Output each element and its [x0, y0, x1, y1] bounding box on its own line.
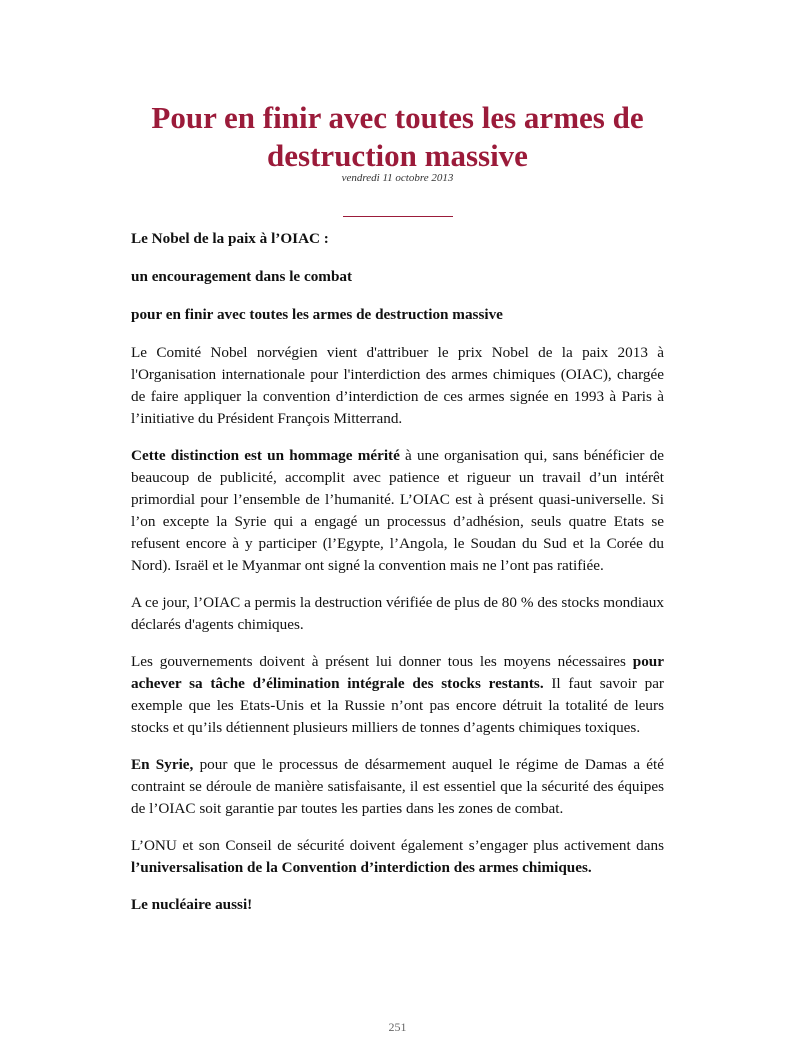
paragraph-distinction-text: à une organisation qui, sans bénéficier de beaucoup de publicité, accomplit avec patience et rigueur un travail d’un intérêt primordial pour l’ensemble de l’humanité. L’OIAC est à présent quasi-universelle. Si l’on excepte la Syrie qui a engagé un processus d’adhésion, seuls quatre Etats se refusent encore à y participer (l’Egypte, l’Angola, le Soudan du Sud et la Corée du Nord). Israël et le Myanmar ont signé la convention mais ne l’ont pas ratifiée.	[131, 447, 664, 574]
heading-line-3: pour en finir avec toutes les armes de destruction massive	[131, 306, 503, 323]
paragraph-governments-text: Il faut savoir par exemple que les Etats-Unis et la Russie n’ont pas encore détruit la totalité de leurs stocks et qu’ils détiennent plusieurs milliers de tonnes d’agents chimiques toxiques.	[131, 675, 664, 736]
publication-date: vendredi 11 octobre 2013	[341, 172, 454, 184]
paragraph-governments	[131, 651, 664, 739]
paragraph-syria	[131, 754, 664, 820]
paragraph-nobel-award: Le Comité Nobel norvégien vient d'attribuer le prix Nobel de la paix 2013 à l'Organisation internationale pour l'interdiction des armes chimiques (OIAC), chargée de faire appliquer la convention d’interdiction de ces armes signée en 1993 à Paris à l’initiative du Président François Mitterrand.	[131, 344, 664, 427]
title-divider	[343, 216, 453, 217]
page-title: Pour en finir avec toutes les armes de destruction massive	[151, 100, 644, 173]
paragraph-un-emphasis: l’universalisation de la Convention d’interdiction des armes chimiques.	[131, 859, 592, 876]
paragraph-syria-text: pour que le processus de désarmement auquel le régime de Damas a été contraint se déroule de manière satisfaisante, il est essentiel que la sécurité des équipes de l’OIAC soit garantie par toutes les parties dans les zones de combat.	[131, 756, 665, 817]
paragraph-un-intro: L’ONU et son Conseil de sécurité doivent également s’engager plus activement dans	[131, 837, 664, 854]
paragraph-governments-emphasis: pour achever sa tâche d’élimination intégrale des stocks restants.	[131, 653, 664, 692]
paragraph-syria-emphasis: En Syrie,	[131, 756, 194, 773]
paragraph-distinction-emphasis: Cette distinction est un hommage mérité	[131, 447, 400, 464]
page-number: 251	[388, 1020, 407, 1034]
paragraph-un	[131, 835, 664, 879]
heading-line-1: Le Nobel de la paix à l’OIAC :	[131, 230, 329, 247]
paragraph-governments-intro: Les gouvernements doivent à présent lui donner tous les moyens nécessaires	[131, 653, 633, 670]
paragraph-destruction-stats: A ce jour, l’OIAC a permis la destruction vérifiée de plus de 80 % des stocks mondiaux déclarés d'agents chimiques.	[131, 594, 664, 633]
heading-line-2: un encouragement dans le combat	[131, 268, 353, 285]
closing-heading: Le nucléaire aussi!	[131, 896, 253, 913]
article-body	[131, 228, 664, 932]
paragraph-distinction	[131, 445, 664, 577]
